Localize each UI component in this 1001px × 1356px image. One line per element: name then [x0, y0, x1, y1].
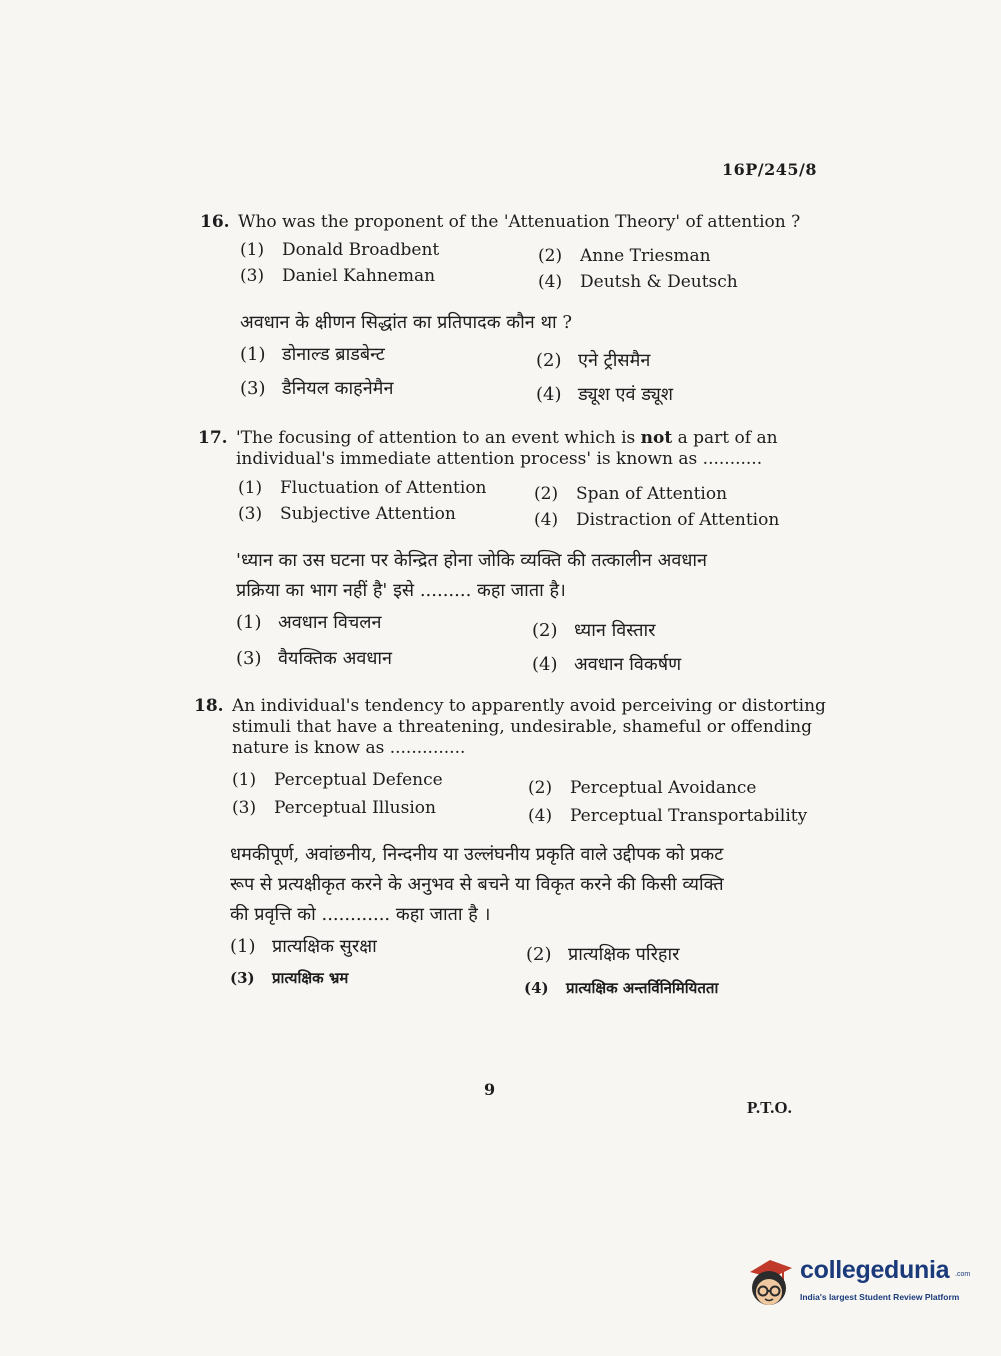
mascot-icon: [742, 1254, 798, 1310]
question-text-en: An individual's tendency to apparently avoid perceiving or distorting stimuli that have a threatening, undesirable, shameful or offending nature is know as ..............: [232, 696, 826, 758]
option-hi-16-4: (4) ड्यूश एवं ड्यूश: [536, 384, 674, 405]
question-18: [194, 696, 834, 762]
collegedunia-logo: [742, 1254, 972, 1314]
option-hi-18-3: (3) प्रात्यक्षिक भ्रम: [230, 969, 349, 987]
paper-code: 16P/245/8: [722, 160, 818, 179]
question-text-en: 'The focusing of attention to an event which is not a part of an individual's immediate attention process' is known as ...........: [236, 428, 778, 469]
option-16-4: (4) Deutsh & Deutsch: [538, 272, 738, 292]
option-17-3: (3) Subjective Attention: [238, 504, 456, 524]
option-17-1: (1) Fluctuation of Attention: [238, 478, 487, 498]
question-16: [200, 212, 810, 236]
question-text-hi-18-line3: की प्रवृत्ति को ............ कहा जाता है ।: [230, 904, 491, 925]
brand-suffix: .com: [955, 1271, 971, 1278]
option-18-2: (2) Perceptual Avoidance: [528, 778, 757, 798]
option-hi-17-1: (1) अवधान विचलन: [236, 612, 382, 633]
question-number: 18.: [194, 696, 224, 716]
option-hi-16-1: (1) डोनाल्ड ब्राडबेन्ट: [240, 344, 385, 365]
option-hi-16-2: (2) एने ट्रीसमैन: [536, 350, 651, 371]
question-text-hi-18-line2: रूप से प्रत्यक्षीकृत करने के अनुभव से बचने या विकृत करने की किसी व्यक्ति: [230, 874, 724, 895]
option-hi-16-3: (3) डैनियल काहनेमैन: [240, 378, 394, 399]
question-number: 17.: [198, 428, 228, 448]
option-hi-17-2: (2) ध्यान विस्तार: [532, 620, 656, 641]
question-17: [198, 428, 828, 476]
option-16-2: (2) Anne Triesman: [538, 246, 711, 266]
question-number: 16.: [200, 212, 230, 232]
option-17-2: (2) Span of Attention: [534, 484, 728, 504]
brand-tagline: India's largest Student Review Platform: [800, 1292, 960, 1302]
page-number: 9: [484, 1080, 496, 1099]
option-hi-18-4: (4) प्रात्यक्षिक अन्तर्विनिमियितता: [524, 979, 719, 997]
question-text-hi-17-line1: 'ध्यान का उस घटना पर केन्द्रित होना जोकि व्यक्ति की तत्कालीन अवधान: [236, 550, 708, 571]
option-17-4: (4) Distraction of Attention: [534, 510, 780, 530]
option-hi-17-4: (4) अवधान विकर्षण: [532, 654, 682, 675]
pto-label: P.T.O.: [747, 1098, 792, 1117]
question-text-hi-18-line1: धमकीपूर्ण, अवांछनीय, निन्दनीय या उल्लंघनीय प्रकृति वाले उद्दीपक को प्रकट: [230, 844, 724, 865]
option-18-1: (1) Perceptual Defence: [232, 770, 443, 790]
option-hi-18-2: (2) प्रात्यक्षिक परिहार: [526, 944, 680, 965]
option-hi-18-1: (1) प्रात्यक्षिक सुरक्षा: [230, 936, 377, 957]
question-text-hi-16: अवधान के क्षीणन सिद्धांत का प्रतिपादक कौन था ?: [240, 312, 572, 333]
question-text-hi-17-line2: प्रक्रिया का भाग नहीं है' इसे ......... कहा जाता है।: [236, 580, 566, 601]
question-text-en: Who was the proponent of the 'Attenuation Theory' of attention ?: [238, 212, 801, 232]
option-16-3: (3) Daniel Kahneman: [240, 266, 436, 286]
option-hi-17-3: (3) वैयक्तिक अवधान: [236, 648, 393, 669]
option-18-4: (4) Perceptual Transportability: [528, 806, 808, 826]
option-18-3: (3) Perceptual Illusion: [232, 798, 436, 818]
option-16-1: (1) Donald Broadbent: [240, 240, 440, 260]
brand-name: collegedunia: [800, 1256, 950, 1284]
